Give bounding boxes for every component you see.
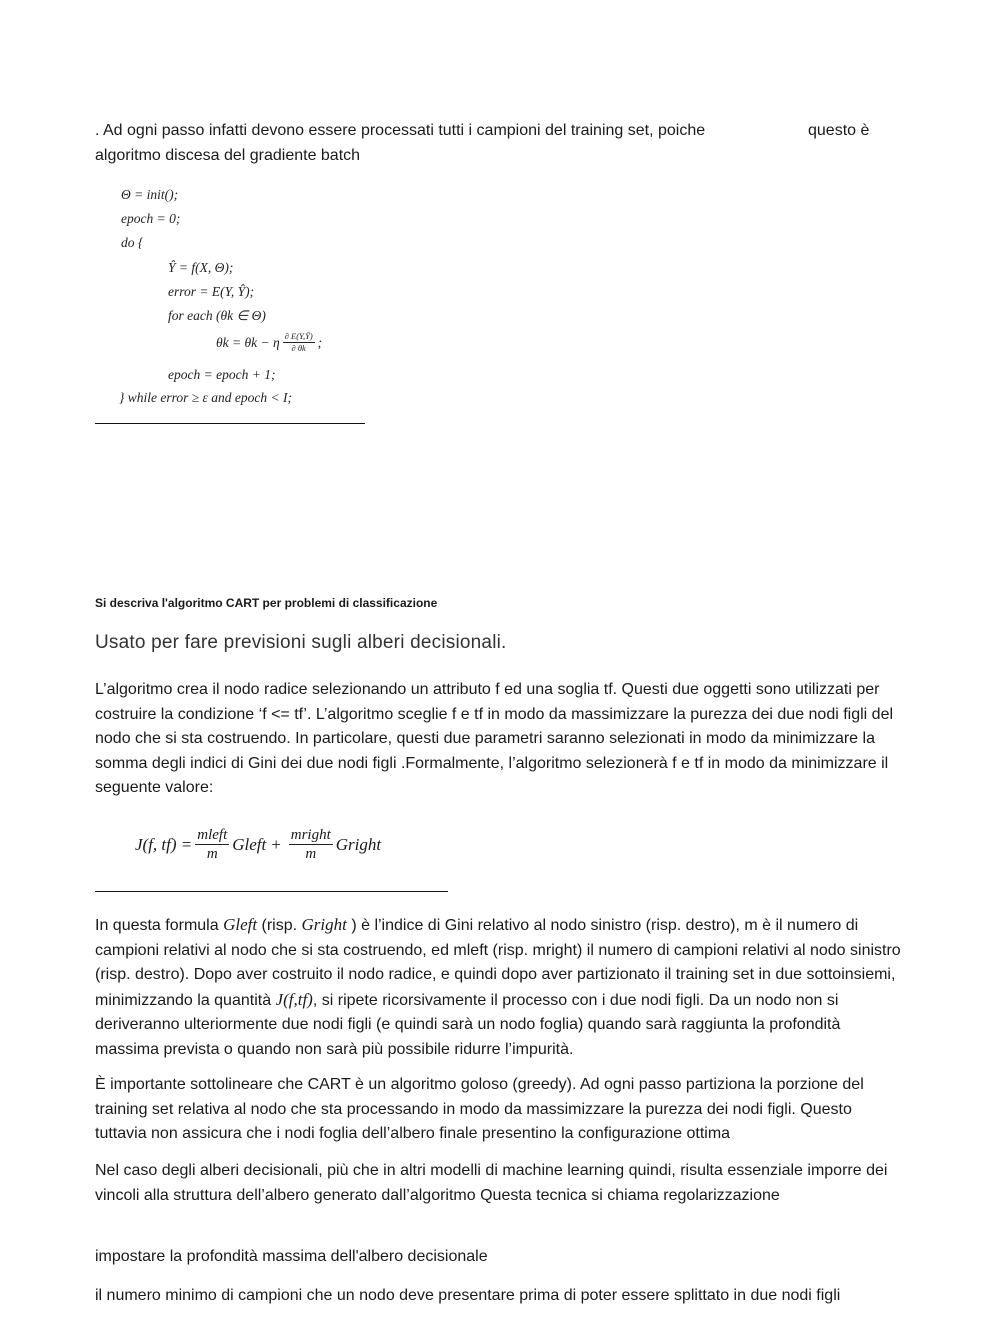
- formula-divider-rule: [95, 891, 448, 892]
- para2-gright: Gright: [301, 915, 347, 934]
- gradient-descent-pseudocode: [95, 180, 365, 425]
- question-heading: Si descriva l'algoritmo CART per problemi di classificazione: [95, 596, 438, 610]
- formula-num-left: mleft: [197, 827, 228, 843]
- formula-fraction-right: [289, 826, 333, 863]
- para2-text-b: (risp.: [257, 917, 302, 934]
- gini-formula: [135, 826, 381, 863]
- formula-fraction-left: [195, 826, 229, 863]
- pseudo-update-den: ∂ θk: [291, 343, 306, 353]
- paragraph-max-depth: impostare la profondità massima dell'albero decisionale: [95, 1248, 488, 1265]
- pseudo-line-epoch-inc: epoch = epoch + 1;: [168, 367, 276, 382]
- formula-den-right: m: [305, 846, 317, 862]
- formula-g-left: Gleft: [232, 834, 267, 854]
- pseudo-update-lhs: θk = θk − η: [216, 334, 280, 350]
- paragraph-min-samples: il numero minimo di campioni che un nodo deve presentare prima di poter essere splittato in due nodi figli: [95, 1287, 841, 1304]
- paragraph-regularization: Nel caso degli alberi decisionali, più che in altri modelli di machine learning quindi, risulta essenziale imporre dei vincoli alla struttura dell’albero generato dall’algoritmo Questa tecnica si chiama regolarizzazione: [95, 1162, 888, 1204]
- pseudo-line-while: } while error ≥ ε and epoch < I;: [119, 390, 292, 405]
- pseudo-line-do: do {: [121, 235, 144, 250]
- para2-text-d: , si ripete ricorsivamente il processo con i due nodi figli. Da un nodo non si deriveranno ulteriormente due nodi figli (e quindi sarà un nodo foglia) quando sarà raggiunta la profondità massima prevista o quando non sarà più possibile ridurre l’impurità.: [95, 991, 841, 1058]
- pseudo-line-init: Θ = init();: [121, 187, 179, 202]
- formula-plus: +: [270, 834, 282, 854]
- intro-line-1: . Ad ogni passo infatti devono essere processati tutti i campioni del training set, poiche: [95, 122, 706, 139]
- paragraph-cart-intro: L’algoritmo crea il nodo radice selezionando un attributo f ed una soglia tf. Questi due oggetti sono utilizzati per costruire la condizione ‘f <= tf’. L’algoritmo sceglie f e tf in modo da massimizzare la purezza dei due nodi figli del nodo che si sta costruendo. In particolare, questi due parametri saranno selezionati in modo da minimizzare la somma degli indici di Gini dei due nodi figli .Formalmente, l’algoritmo selezionerà f e tf in modo da minimizzare il seguente valore:: [95, 681, 894, 796]
- intro-line-2: algoritmo discesa del gradiente batch: [95, 147, 361, 164]
- para2-jf: J(f,tf): [275, 989, 313, 1009]
- subtitle: Usato per fare previsioni sugli alberi decisionali.: [95, 632, 507, 653]
- intro-line-1-tail: questo è: [808, 122, 870, 139]
- pseudo-update-end: ;: [317, 334, 323, 350]
- formula-g-right: Gright: [335, 834, 382, 854]
- formula-den-left: m: [206, 846, 218, 862]
- para2-text-c: ) è l’indice di Gini relativo al nodo sinistro (risp. destro), m è il numero di campioni relativi al nodo che si sta costruendo, ed mleft (risp. mright) il numero di campioni relativi al nodo sinistro (risp. destro). Dopo aver costruito il nodo radice, e quindi dopo aver partizionato il training set in due sottoinsiemi, minimizzando la quantità: [95, 917, 901, 1009]
- pseudo-line-epoch: epoch = 0;: [121, 211, 181, 226]
- pseudo-line-predict: Ŷ = f(X, Θ);: [168, 260, 234, 275]
- pseudo-line-update: [216, 331, 322, 354]
- paragraph-formula-explanation: [95, 913, 905, 1062]
- pseudo-update-num: ∂ E(Y,Ŷ): [284, 331, 313, 341]
- divider-rule: [95, 423, 365, 424]
- pseudo-update-fraction: [283, 331, 315, 354]
- formula-lhs: J(f, tf) =: [135, 834, 193, 854]
- para2-gleft: Gleft: [223, 915, 258, 934]
- paragraph-greedy: È importante sottolineare che CART è un algoritmo goloso (greedy). Ad ogni passo partiziona la porzione del training set relativa al nodo che sta processando in modo da massimizzare la purezza dei nodi figli. Questo tuttavia non assicura che i nodi foglia dell’albero finale presentino la configurazione ottima: [95, 1076, 864, 1142]
- formula-num-right: mright: [290, 827, 331, 843]
- pseudo-line-foreach: for each (θk ∈ Θ): [168, 308, 266, 323]
- pseudo-line-error: error = E(Y, Ŷ);: [168, 284, 255, 299]
- para2-text-a: In questa formula: [95, 917, 224, 934]
